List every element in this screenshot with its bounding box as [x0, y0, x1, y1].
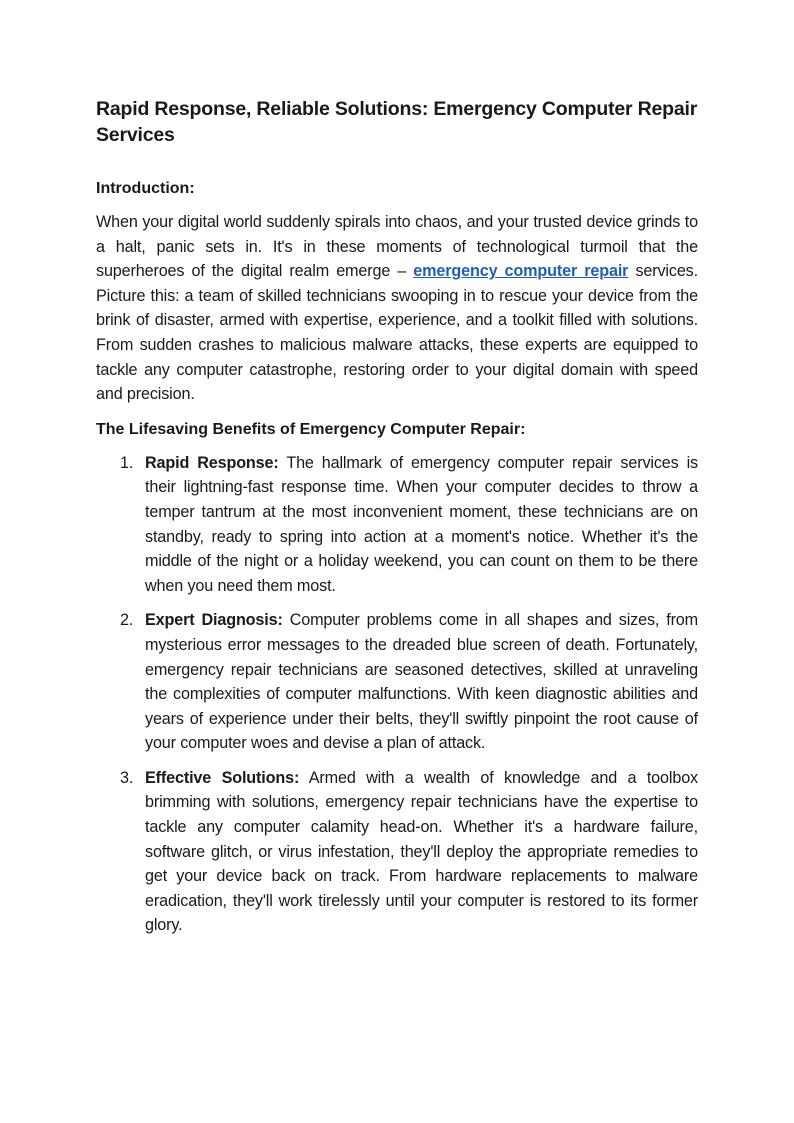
document-title: Rapid Response, Reliable Solutions: Emergency Computer Repair Services: [96, 98, 698, 146]
intro-text-after-link: services. Picture this: a team of skilled technicians swooping in to rescue your device from the brink of disaster, armed with expertise, experience, and a toolkit filled with solutions. From sudden crashes to malicious malware attacks, these experts are equipped to tackle any computer catastrophe, restoring order to your digital domain with speed and precision.: [96, 262, 698, 404]
list-item-text: The hallmark of emergency computer repair services is their lightning-fast response time. When your computer decides to throw a temper tantrum at the most inconvenient moment, these technicians are on standby, ready to spring into action at a moment's notice. Whether it's the middle of the night or a holiday weekend, you can count on them to be there when you need them most.: [145, 453, 698, 595]
list-number: 3.: [120, 768, 134, 787]
intro-paragraph: [96, 210, 698, 407]
list-item-lead: Rapid Response:: [145, 453, 279, 472]
list-number: 2.: [120, 611, 134, 630]
list-item: [96, 451, 698, 599]
list-item-text: Armed with a wealth of knowledge and a toolbox brimming with solutions, emergency repair technicians have the expertise to tackle any computer calamity head-on. Whether it's a hardware failure, software glitch, or virus infestation, they'll deploy the appropriate remedies to get your device back on track. From hardware replacements to malware eradication, they'll work tirelessly until your computer is restored to its former glory.: [145, 768, 698, 935]
list-item: [96, 766, 698, 938]
intro-text-before-link: When your digital world suddenly spirals into chaos, and your trusted device grinds to a halt, panic sets in. It's in these moments of technological turmoil that the superheroes of the digital realm emerge –: [96, 213, 698, 281]
list-item-lead: Expert Diagnosis:: [145, 611, 283, 630]
intro-heading: Introduction:: [96, 180, 195, 197]
benefits-list: [96, 451, 698, 938]
list-item-lead: Effective Solutions:: [145, 768, 300, 787]
list-number: 1.: [120, 453, 134, 472]
emergency-computer-repair-link[interactable]: emergency computer repair: [413, 262, 629, 281]
benefits-heading: The Lifesaving Benefits of Emergency Computer Repair:: [96, 420, 526, 438]
list-item-text: Computer problems come in all shapes and sizes, from mysterious error messages to the dreaded blue screen of death. Fortunately, emergency repair technicians are seasoned detectives, skilled at unraveling the complexities of computer malfunctions. With keen diagnostic abilities and years of experience under their belts, they'll swiftly pinpoint the root cause of your computer woes and devise a plan of attack.: [145, 611, 698, 753]
document-page: [96, 96, 698, 948]
list-item: [96, 608, 698, 756]
